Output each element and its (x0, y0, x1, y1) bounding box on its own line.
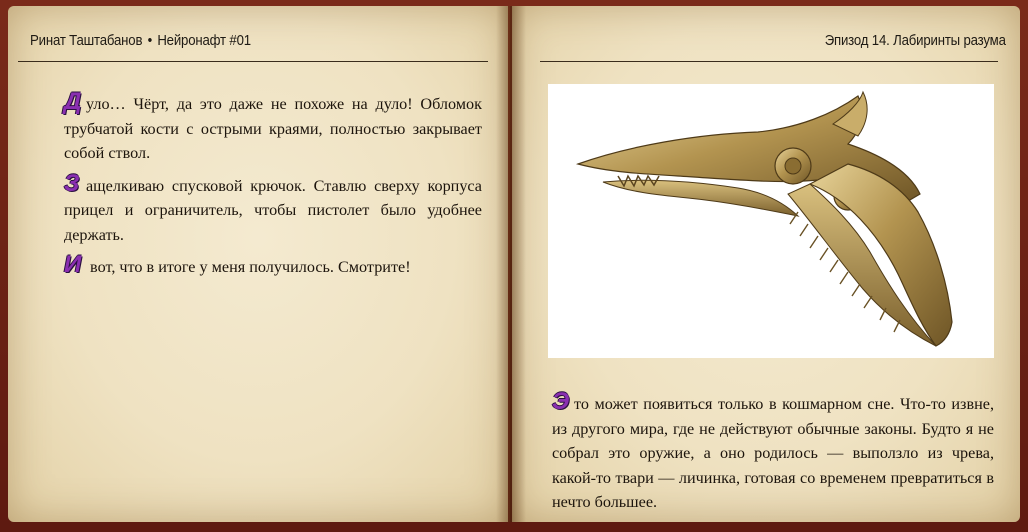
author-name: Ринат Таштабанов (30, 32, 143, 49)
book-gutter (496, 6, 526, 522)
paragraph-text: уло… Чёрт, да это даже не похоже на дуло! Обломок трубчатой кости с острыми краями, полностью закрывает собой ствол. (64, 95, 482, 162)
paragraph (64, 169, 482, 248)
drop-cap: Д (64, 88, 82, 115)
right-page-text (552, 388, 994, 523)
left-header-rule (18, 61, 488, 62)
paragraph-text: ащелкиваю спусковой крючок. Ставлю сверху корпуса прицел и ограничитель, чтобы пистолет было удобнее держать. (64, 176, 482, 244)
left-running-header (30, 32, 251, 49)
paragraph-text: вот, что в итоге у меня получилось. Смотрите! (86, 258, 411, 276)
drop-cap: З (64, 169, 80, 197)
chapter-title: Эпизод 14. Лабиринты разума (824, 32, 1006, 49)
drop-cap: Э (552, 388, 570, 415)
drop-cap: И (64, 251, 82, 278)
header-separator: • (147, 32, 153, 49)
left-page-text (64, 88, 482, 288)
weapon-illustration (548, 84, 994, 358)
paragraph (552, 388, 994, 515)
paragraph-text: то может появиться только в кошмарном сне. Что-то извне, из другого мира, где не действуют обычные законы. Будто я не собрал это оружие, а оно родилось — выползло из чрева, какой-то твари — личинка, готовая со временем превратиться в нечто большее. (552, 395, 994, 511)
bone-pistol-image (548, 84, 994, 358)
paragraph (64, 88, 482, 166)
paragraph (64, 251, 482, 280)
right-running-header (825, 32, 1006, 49)
right-header-rule (540, 61, 998, 62)
book-title: Нейронафт #01 (157, 32, 251, 49)
